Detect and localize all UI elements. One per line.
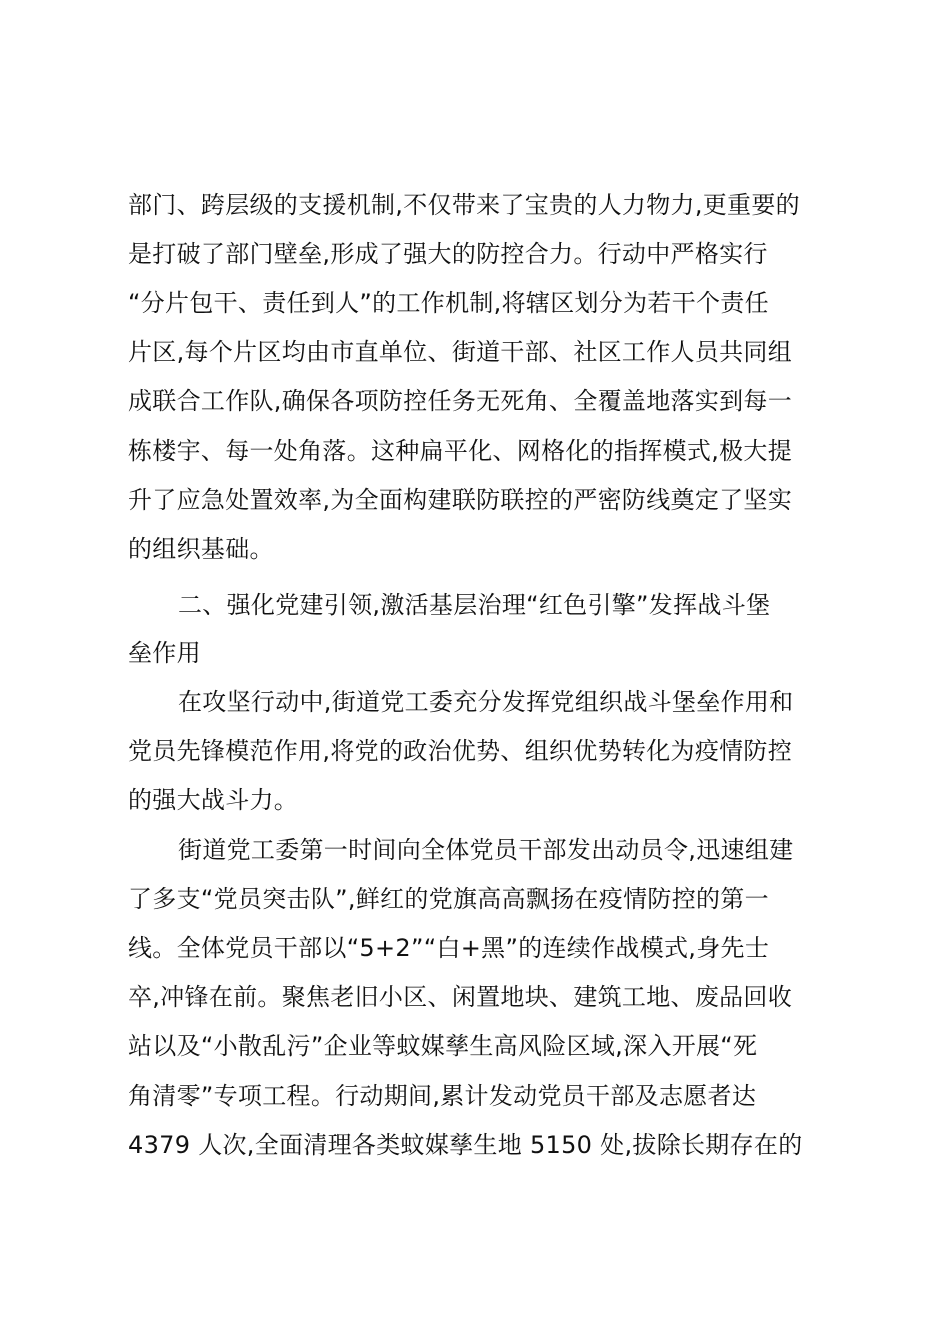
paragraph-line: “分片包干、责任到人”的工作机制,将辖区划分为若干个责任 [128,289,769,317]
paragraph-line: 升了应急处置效率,为全面构建联防联控的严密防线奠定了坚实 [128,486,793,514]
section-heading-continued: 垒作用 [128,639,201,667]
paragraph-line: 的组织基础。 [128,535,274,563]
paragraph-line: 线。全体党员干部以“5+2”“白+黑”的连续作战模式,身先士 [128,934,770,962]
paragraph-line: 角清零”专项工程。行动期间,累计发动党员干部及志愿者达 [128,1082,757,1110]
paragraph-line: 卒,冲锋在前。聚焦老旧小区、闲置地块、建筑工地、废品回收 [128,983,793,1011]
paragraph-line: 栋楼宇、每一处角落。这种扁平化、网格化的指挥模式,极大提 [128,437,793,465]
paragraph-line: 了多支“党员突击队”,鲜红的党旗高高飘扬在疫情防控的第一 [128,885,769,913]
paragraph-line: 在攻坚行动中,街道党工委充分发挥党组织战斗堡垒作用和 [178,688,794,716]
paragraph-line: 是打破了部门壁垒,形成了强大的防控合力。行动中严格实行 [128,240,768,268]
paragraph-line: 站以及“小散乱污”企业等蚊媒孳生高风险区域,深入开展“死 [128,1032,758,1060]
section-heading: 二、强化党建引领,激活基层治理“红色引擎”发挥战斗堡 [178,591,771,619]
paragraph-line: 4379 人次,全面清理各类蚊媒孳生地 5150 处,拔除长期存在的 [128,1131,803,1159]
paragraph-line: 的强大战斗力。 [128,786,299,814]
paragraph-line: 部门、跨层级的支援机制,不仅带来了宝贵的人力物力,更重要的 [128,191,800,219]
paragraph-line: 成联合工作队,确保各项防控任务无死角、全覆盖地落实到每一 [128,387,793,415]
paragraph-line: 片区,每个片区均由市直单位、街道干部、社区工作人员共同组 [128,338,793,366]
paragraph-line: 街道党工委第一时间向全体党员干部发出动员令,迅速组建 [178,836,794,864]
paragraph-line: 党员先锋模范作用,将党的政治优势、组织优势转化为疫情防控 [128,737,793,765]
